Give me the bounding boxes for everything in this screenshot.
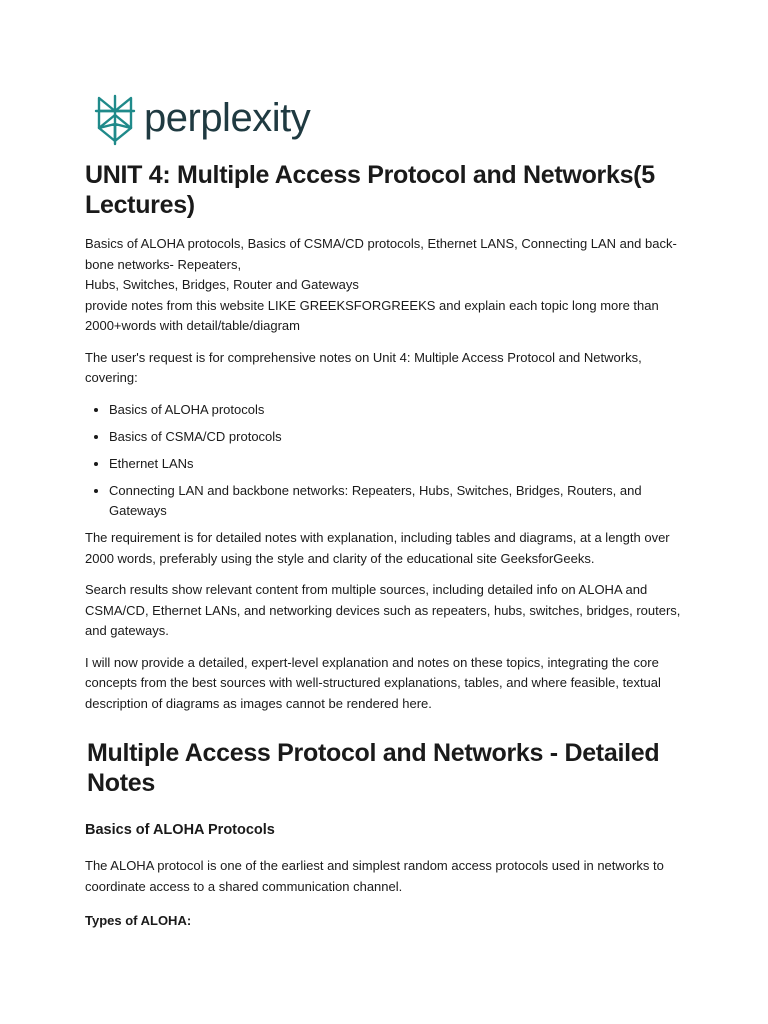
notes-title: Multiple Access Protocol and Networks - Detailed Notes — [87, 739, 660, 797]
prompt-line: Hubs, Switches, Bridges, Router and Gateways — [85, 277, 359, 292]
intro-paragraph: The user's request is for comprehensive notes on Unit 4: Multiple Access Protocol and Networks, covering: — [85, 349, 642, 385]
section-paragraph: The ALOHA protocol is one of the earliest and simplest random access protocols used in networks to coordinate access to a shared communication channel. — [85, 858, 664, 894]
topic-list — [85, 400, 685, 522]
body-paragraph: The requirement is for detailed notes with explanation, including tables and diagrams, at a length over 2000 words, preferably using the style and clarity of the educational site GeeksforGeeks. — [85, 530, 670, 566]
document-body — [85, 160, 685, 931]
page-title: UNIT 4: Multiple Access Protocol and Networks(5 Lectures) — [85, 161, 655, 219]
user-prompt — [85, 234, 685, 337]
body-paragraph: I will now provide a detailed, expert-level explanation and notes on these topics, integrating the core concepts from the best sources with well-structured explanations, tables, and where feasible, textual description of diagrams as images cannot be rendered here. — [85, 654, 661, 711]
logo-wordmark: perplexity — [144, 96, 311, 140]
perplexity-logo-icon — [94, 94, 136, 146]
prompt-line: provide notes from this website LIKE GREEKSFORGREEKS and explain each topic long more than 2000+words with detail/table/diagram — [85, 297, 659, 333]
prompt-line: Basics of ALOHA protocols, Basics of CSMA/CD protocols, Ethernet LANS, Connecting LAN and back-bone networks- Repeaters, — [85, 236, 677, 272]
list-item: • Connecting LAN and backbone networks: Repeaters, Hubs, Switches, Bridges, Routers, and Gateways — [109, 481, 685, 522]
list-item: • Basics of ALOHA protocols — [109, 400, 685, 421]
body-paragraph: Search results show relevant content from multiple sources, including detailed info on ALOHA and CSMA/CD, Ethernet LANs, and networking devices such as repeaters, hubs, switches, bridges, routers, and gateways. — [85, 582, 681, 638]
subsection-heading: Types of ALOHA: — [85, 913, 192, 928]
perplexity-logo — [94, 94, 310, 146]
list-item: • Ethernet LANs — [109, 454, 685, 475]
section-heading: Basics of ALOHA Protocols — [85, 822, 275, 838]
list-item: • Basics of CSMA/CD protocols — [109, 427, 685, 448]
